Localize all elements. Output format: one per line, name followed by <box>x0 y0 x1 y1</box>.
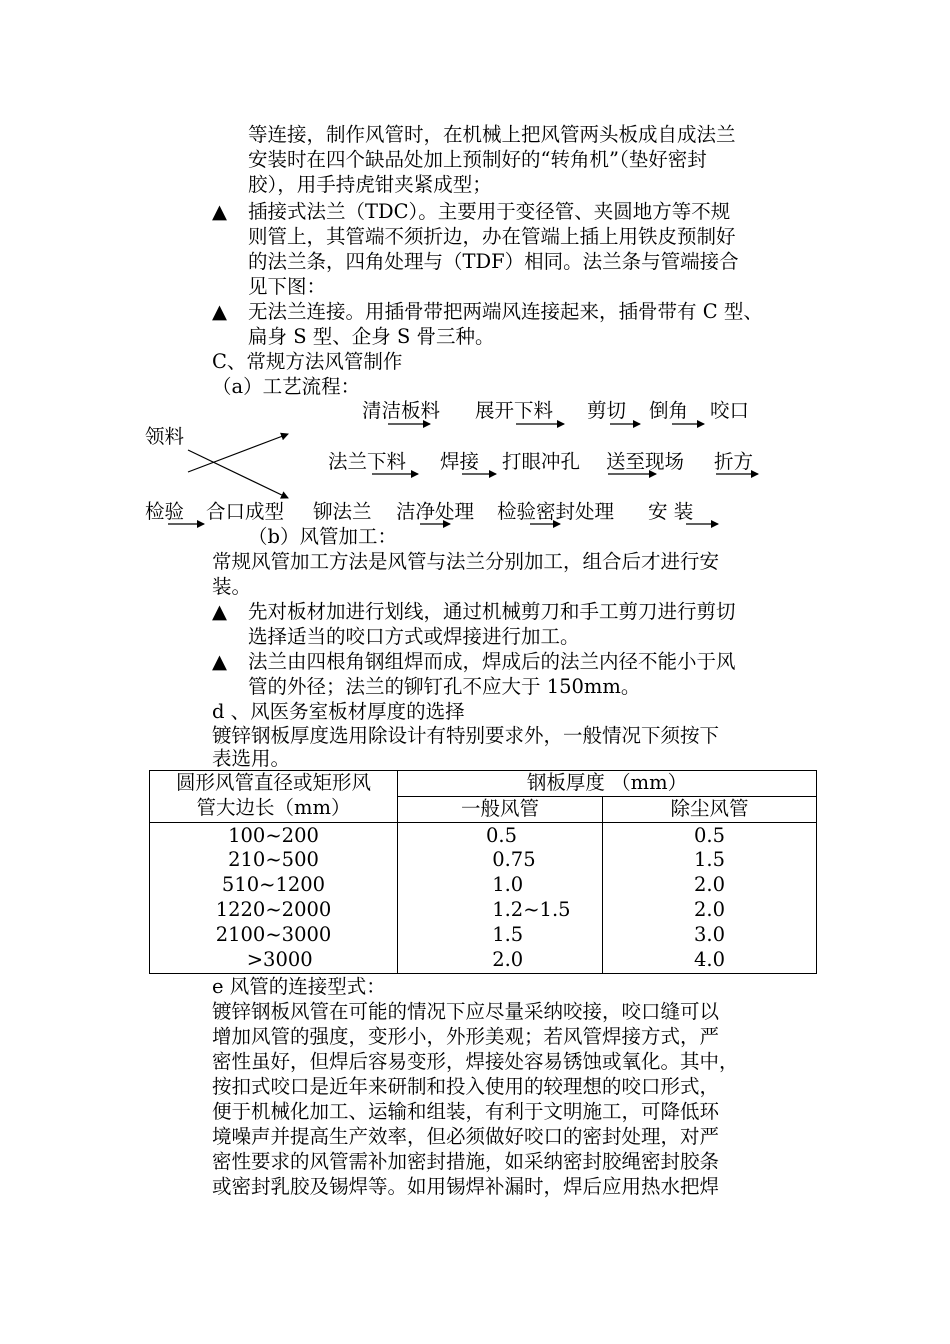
thickness-table <box>149 770 817 974</box>
table-cell: >3000 <box>234 947 313 971</box>
table-cell: 0.5 <box>693 823 725 847</box>
text-line: 管的外径；法兰的铆钉孔不应大于 150mm。 <box>248 675 641 698</box>
bullet-triangle-icon: ▲ <box>212 300 227 323</box>
header-line: 管大边长（mm） <box>196 795 351 819</box>
table-cell: 3.0 <box>693 922 725 946</box>
text-line: 见下图： <box>248 275 327 298</box>
text-line: 先对板材加进行划线，通过机械剪刀和手工剪刀进行剪切 <box>248 600 736 623</box>
text-line: 密性虽好，但焊后容易变形，焊接处容易锈蚀或氧化。其中， <box>212 1050 739 1073</box>
text-line: 扁身 S 型、企身 S 骨三种。 <box>248 325 495 348</box>
flow-node: 合口成型 <box>206 500 285 523</box>
table-header-thickness: 钢板厚度 （mm） <box>398 771 817 797</box>
flow-node: 剪切 <box>587 399 627 422</box>
bullet-triangle-icon: ▲ <box>212 600 227 623</box>
text-line: 按扣式咬口是近年来研制和投入使用的较理想的咬口形式， <box>212 1075 720 1098</box>
table-header-size <box>150 771 398 823</box>
text-line: 镀锌钢板风管在可能的情况下应尽量采纳咬接，咬口缝可以 <box>212 1000 720 1023</box>
flow-node: 洁净处理 <box>396 500 475 523</box>
table-cell: 2100~3000 <box>215 922 332 946</box>
table-cell: 1.5 <box>486 922 524 946</box>
table-cell: 510~1200 <box>221 873 326 897</box>
general-column <box>398 822 603 974</box>
flow-node: 倒角 <box>649 399 689 422</box>
table-cell: 0.5 <box>486 823 518 847</box>
subsection-heading: （a）工艺流程： <box>212 375 361 398</box>
table-cell: 4.0 <box>693 947 725 971</box>
table-cell: 210~500 <box>228 848 319 872</box>
table-header-dust: 除尘风管 <box>603 796 817 822</box>
text-line: 增加风管的强度，变形小，外形美观；若风管焊接方式，严 <box>212 1025 720 1048</box>
flow-node: 检验 <box>145 500 185 523</box>
text-line: 装。 <box>212 575 252 598</box>
table-cell: 2.0 <box>693 873 725 897</box>
flow-node: 清洁板料 <box>362 399 441 422</box>
table-cell: 2.0 <box>693 897 725 921</box>
table-cell: 1.2~1.5 <box>486 897 571 921</box>
table-cell: 100~200 <box>228 823 319 847</box>
table-header-general: 一般风管 <box>398 796 603 822</box>
table-cell: 1220~2000 <box>215 897 332 921</box>
flow-node: 咬口 <box>710 399 750 422</box>
text-line: 常规风管加工方法是风管与法兰分别加工，组合后才进行安 <box>212 550 720 573</box>
subsection-heading: （b）风管加工： <box>248 525 397 548</box>
flow-arrow <box>188 434 288 472</box>
size-column <box>150 822 398 974</box>
flow-node: 打眼冲孔 <box>502 450 581 473</box>
text-line: 胶），用手持虎钳夹紧成型； <box>248 173 492 196</box>
text-line: 镀锌钢板厚度选用除设计有特别要求外，一般情况下须按下 <box>212 724 720 747</box>
table-cell: 2.0 <box>486 947 524 971</box>
table-cell: 0.75 <box>486 848 536 872</box>
text-line: 法兰由四根角钢组焊而成，焊成后的法兰内径不能小于风 <box>248 650 736 673</box>
flow-node: 折方 <box>714 450 754 473</box>
text-line: 境噪声并提高生产效率，但必须做好咬口的密封处理，对严 <box>212 1125 720 1148</box>
flow-arrow <box>188 450 288 498</box>
section-heading: d 、风医务室板材厚度的选择 <box>212 700 465 723</box>
text-line: 安装时在四个缺品处加上预制好的“转角机”（垫好密封 <box>248 148 707 171</box>
dust-column <box>603 822 817 974</box>
section-heading: C、常规方法风管制作 <box>212 350 403 373</box>
table-cell: 1.0 <box>486 873 524 897</box>
section-heading: e 风管的连接型式： <box>212 975 386 998</box>
flow-node: 送至现场 <box>606 450 685 473</box>
text-line: 便于机械化加工、运输和组装，有利于文明施工，可降低环 <box>212 1100 720 1123</box>
text-line: 表选用。 <box>212 747 291 770</box>
flow-node: 焊接 <box>440 450 480 473</box>
text-line: 密性要求的风管需补加密封措施，如采纳密封胶绳密封胶条 <box>212 1150 720 1173</box>
header-line: 圆形风管直径或矩形风 <box>175 771 371 794</box>
flow-node: 检验密封处理 <box>497 500 615 523</box>
flow-node: 铆法兰 <box>313 500 372 523</box>
text-line: 或密封乳胶及锡焊等。如用锡焊补漏时，焊后应用热水把焊 <box>212 1175 720 1198</box>
flow-node-start: 领料 <box>145 425 185 448</box>
text-line: 插接式法兰（TDC）。主要用于变径管、夹圆地方等不规 <box>248 200 731 223</box>
text-line: 则管上，其管端不须折边，办在管端上插上用铁皮预制好 <box>248 225 736 248</box>
flow-node: 法兰下料 <box>328 450 407 473</box>
text-line: 无法兰连接。用插骨带把两端风连接起来，插骨带有 C 型、 <box>248 300 763 323</box>
table-cell: 1.5 <box>693 848 725 872</box>
bullet-triangle-icon: ▲ <box>212 650 227 673</box>
flow-node: 展开下料 <box>475 399 554 422</box>
text-line: 的法兰条，四角处理与（TDF）相同。法兰条与管端接合 <box>248 250 739 273</box>
bullet-triangle-icon: ▲ <box>212 200 227 223</box>
text-line: 选择适当的咬口方式或焊接进行加工。 <box>248 625 580 648</box>
text-line: 等连接，制作风管时，在机械上把风管两头板成自成法兰 <box>248 123 736 146</box>
flow-node: 安 装 <box>648 500 694 523</box>
